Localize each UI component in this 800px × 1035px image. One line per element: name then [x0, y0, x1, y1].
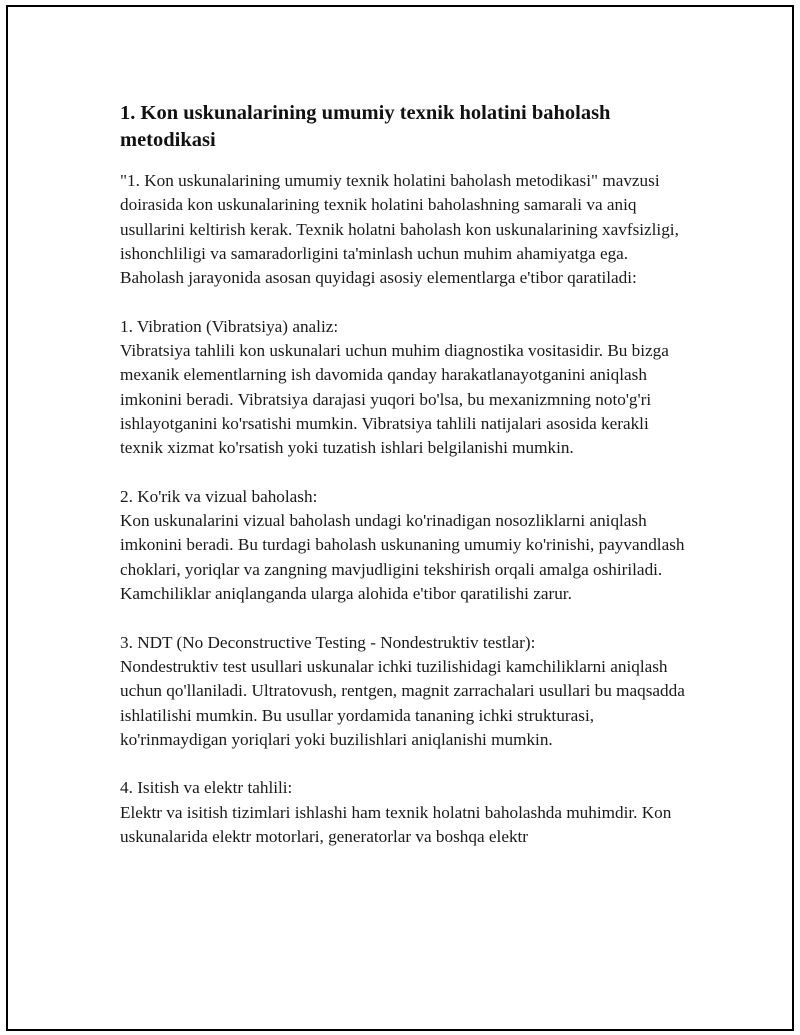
- section-vibration: [120, 315, 685, 461]
- intro-paragraph: "1. Kon uskunalarining umumiy texnik holatini baholash metodikasi" mavzusi doirasida kon uskunalarining texnik holatini baholashning samarali va aniq usullarini keltirish kerak. Texnik holatni baholash kon uskunalarining xavfsizligi, ishonchliligi va samaradorligini ta'minlash uchun muhim ahamiyatga ega. Baholash jarayonida asosan quyidagi asosiy elementlarga e'tibor qaratiladi:: [120, 171, 679, 288]
- section-visual-inspection: [120, 485, 685, 606]
- document-content: [120, 100, 685, 849]
- section-body: Elektr va isitish tizimlari ishlashi ham texnik holatni baholashda muhimdir. Kon uskunalarida elektr motorlari, generatorlar va boshqa elektr: [120, 802, 672, 847]
- document-page: [6, 5, 794, 1031]
- section-heading: 1. Vibration (Vibratsiya) analiz:: [120, 316, 339, 336]
- section-body: Kon uskunalarini vizual baholash undagi ko'rinadigan nosozliklarni aniqlash imkonini beradi. Bu turdagi baholash uskunaning umumiy ko'rinishi, payvandlash choklari, yoriqlar va zangning mavjudligini tekshirish orqali amalga oshiriladi. Kamchiliklar aniqlanganda ularga alohida e'tibor qaratilishi zarur.: [120, 511, 685, 604]
- section-heading: 3. NDT (No Deconstructive Testing - Nondestruktiv testlar):: [120, 632, 536, 652]
- section-electrical: [120, 776, 685, 849]
- section-body: Nondestruktiv test usullari uskunalar ichki tuzilishidagi kamchiliklarni aniqlash uchun qo'llaniladi. Ultratovush, rentgen, magnit zarrachalari usullari bu maqsadda ishlatilishi mumkin. Bu usullar yordamida tananing ichki strukturasi, ko'rinmaydigan yoriqlari yoki buzilishlari aniqlanishi mumkin.: [120, 656, 685, 749]
- section-heading: 4. Isitish va elektr tahlili:: [120, 778, 293, 798]
- section-body: Vibratsiya tahlili kon uskunalari uchun muhim diagnostika vositasidir. Bu bizga mexanik elementlarning ish davomida qanday harakatlanayotganini aniqlash imkonini beradi. Vibratsiya darajasi yuqori bo'lsa, bu mexanizmning noto'g'ri ishlayotganini ko'rsatishi mumkin. Vibratsiya tahlili natijalari asosida kerakli texnik xizmat ko'rsatish yoki tuzatish ishlari belgilanishi mumkin.: [120, 341, 669, 458]
- document-title: 1. Kon uskunalarining umumiy texnik holatini baholash metodikasi: [120, 102, 611, 151]
- section-ndt: [120, 631, 685, 752]
- section-heading: 2. Ko'rik va vizual baholash:: [120, 486, 318, 506]
